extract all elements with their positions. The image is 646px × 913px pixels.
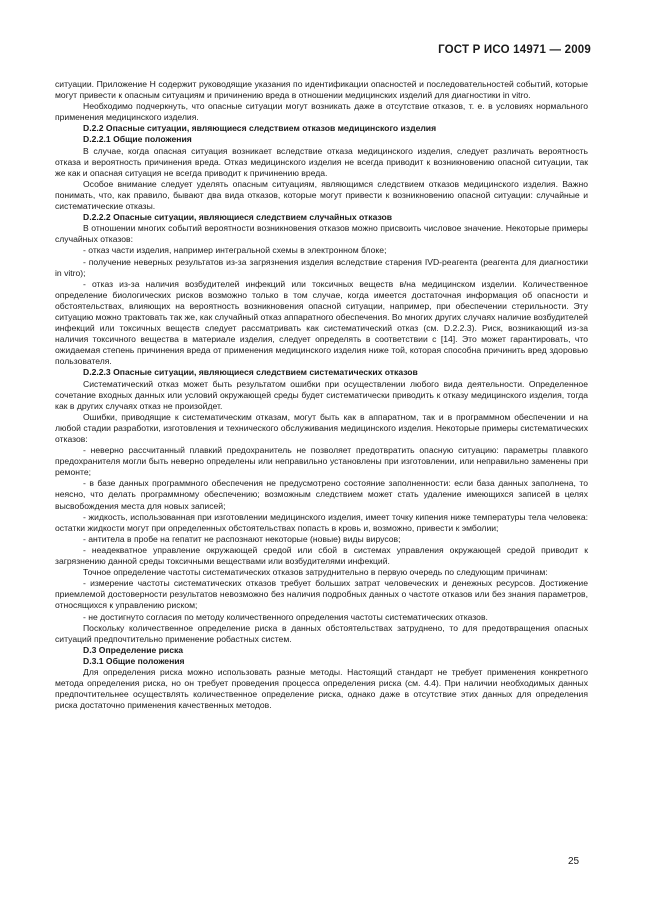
section-heading: D.2.2.2 Опасные ситуации, являющиеся следствием случайных отказов [83, 212, 393, 223]
paragraph: - отказ части изделия, например интегральной схемы в электронном блоке; [83, 245, 387, 256]
paragraph: - измерение частоты систематических отказов требует больших затрат человеческих и денежных ресурсов. Достижение приемлемой достоверности результатов невозможно без наличия подробных данных о частоте отказов или без знания параметров, относящихся к управлению риском; [55, 578, 588, 611]
page-number: 25 [568, 856, 580, 867]
paragraph: Необходимо подчеркнуть, что опасные ситуации могут возникать даже в отсутствие отказов, т. е. в условиях нормального применения медицинского изделия. [55, 101, 588, 123]
paragraph: Особое внимание следует уделять опасным ситуациям, являющимся следствием отказов медицинского изделия. Важно понимать, что, как правило, бывают два вида отказов, которые могут привести к возникновению опасной ситуации: случайные и систематические отказы. [55, 178, 588, 212]
paragraph: Поскольку количественное определение риска в данных обстоятельствах затруднено, то для предотвращения опасных ситуаций предпочтительно применение робастных систем. [55, 622, 588, 644]
standard-header: ГОСТ Р ИСО 14971 — 2009 [438, 44, 591, 56]
section-heading: D.2.2.1 Общие положения [83, 134, 192, 145]
section-heading: D.3.1 Общие положения [83, 655, 185, 666]
section-heading: D.2.2 Опасные ситуации, являющиеся следствием отказов медицинского изделия [83, 123, 437, 134]
paragraph: - в базе данных программного обеспечения не предусмотрено состояние заполненности: если база данных заполнена, то неясно, что делать программному обеспечению; возможным следствием может стать удаление имеющихся записей в целях высвобождения места для новых записей; [55, 478, 588, 511]
section-heading: D.2.2.3 Опасные ситуации, являющиеся следствием систематических отказов [83, 367, 418, 378]
paragraph: Систематический отказ может быть результатом ошибки при осуществлении любого вида деятельности. Определенное сочетание входных данных или условий окружающей среды будет систематически приводить к отказу медицинского изделия, тогда как в других случаях отказ не произойдет. [55, 378, 588, 411]
paragraph: - не достигнуто согласия по методу количественного определения частоты систематических отказов. [83, 611, 488, 622]
paragraph: Точное определение частоты систематических отказов затруднительно в первую очередь по следующим причинам: [83, 567, 548, 578]
body-text [55, 79, 588, 711]
paragraph: Для определения риска можно использовать разные методы. Настоящий стандарт не требует применения конкретного метода определения риска, но он требует проведения процесса определения риска (см. 4.4). При наличии необходимых данных предпочтительнее осуществлять количественное определение риска, однако даже в отсутствие этих данных для определения риска достаточно применения качественных методов. [55, 666, 588, 711]
paragraph: В случае, когда опасная ситуация возникает вследствие отказа медицинского изделия, следует различать вероятность отказа и вероятность причинения вреда. Отказ медицинского изделия не всегда приводит к возникновению опасной ситуации, так же как и опасная ситуация не всегда приводит к причинению вреда. [55, 145, 588, 178]
paragraph: Ошибки, приводящие к систематическим отказам, могут быть как в аппаратном, так и в программном обеспечении и на любой стадии разработки, изготовления и технического обслуживания медицинского изделия. Некоторые примеры систематических отказов: [55, 411, 588, 444]
paragraph: - неадекватное управление окружающей средой или сбой в системах управления окружающей средой приводит к загрязнению данной среды токсичными веществами или возбудителями инфекций. [55, 544, 588, 567]
paragraph: - жидкость, использованная при изготовлении медицинского изделия, имеет точку кипения ниже температуры тела человека: остатки жидкости могут при определенных обстоятельствах попасть в кровь и, возможно, привести к эмболии; [55, 511, 588, 533]
paragraph: - получение неверных результатов из-за загрязнения изделия вследствие старения IVD-реагента (реагента для диагностики in vitro); [55, 256, 588, 278]
paragraph: - антитела в пробе на гепатит не распознают некоторые (новые) виды вирусов; [83, 533, 401, 544]
section-heading: D.3 Определение риска [83, 644, 184, 655]
paragraph: - неверно рассчитанный плавкий предохранитель не позволяет предотвратить опасную ситуацию: параметры плавкого предохранителя могли быть неверно определены или неправильно установлены при изготовлении, или неправильно заменены при ремонте; [55, 445, 588, 478]
paragraph: - отказ из-за наличия возбудителей инфекций или токсичных веществ в/на медицинском изделии. Количественное определение биологических рисков возможно только в том случае, когда имеется достаточная информация об опасности и обстоятельствах, влияющих на вероятность возникновения опасной ситуации, например, при обеспечении стерильности. Эту ситуацию можно трактовать так же, как случайный отказ аппаратного обеспечения. Во многих других случаях наличие возбудителей инфекций или токсичных веществ следует рассматривать как систематический отказ (см. D.2.2.3). Риск, возникающий из-за наличия токсичного вещества в материале изделия, следует определять в соответствии с [14]. Это может гарантировать, что ожидаемая степень причинения вреда от применения медицинского изделия ниже той, которая способна причинить вред здоровью пользователя. [55, 278, 588, 367]
paragraph: ситуации. Приложение H содержит руководящие указания по идентификации опасностей и последовательностей событий, которые могут привести к опасным ситуациям и причинению вреда в отношении медицинских изделий для диагностики in vitro. [55, 79, 588, 101]
paragraph: В отношении многих событий вероятности возникновения отказов можно присвоить числовое значение. Некоторые примеры случайных отказов: [55, 223, 588, 245]
